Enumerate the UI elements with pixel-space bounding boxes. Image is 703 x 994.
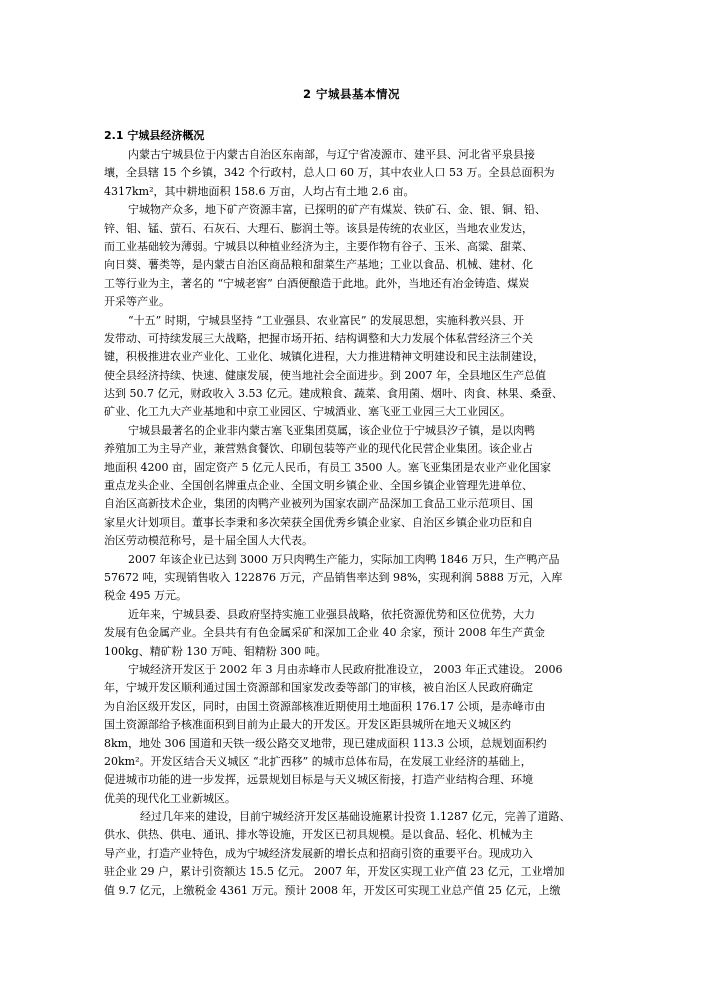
text-line: 自治区高新技术企业，集团的肉鸭产业被列为国家农副产品深加工食品工业示范项目、国 [104, 497, 533, 511]
text-line: “十五” 时期，宁城县坚持 “工业强县、农业富民” 的发展思想，实施科教兴县、开 [128, 313, 524, 327]
text-line: 税金 495 万元。 [104, 589, 187, 603]
text-line: 工等行业为主，著名的 “宁城老窖” 白酒便酿造于此地。此外，当地还有冶金铸造、煤炭 [104, 276, 530, 290]
text-line: 近年来，宁城县委、县政府坚持实施工业强县战略，依托资源优势和区位优势，大力 [128, 607, 535, 621]
paragraph [104, 606, 600, 661]
text-line: 养殖加工为主导产业，兼营熟食餐饮、印刷包装等产业的现代化民营企业集团。该企业占 [104, 442, 533, 456]
text-line: 57672 吨，实现销售收入 122876 万元，产品销售率达到 98%，实现利润 5888 万元，入库 [104, 570, 563, 584]
text-line: 国土资源部给予核准面积到目前为止最大的开发区。开发区距县城所在地天义城区约 [104, 718, 511, 732]
text-line: 20km²。开发区结合天义城区 “北扩西移” 的城市总体布局，在发展工业经济的基础上， [104, 754, 532, 768]
text-line: 经过几年来的建设，目前宁城经济开发区基础设施累计投资 1.1287 亿元，完善了道路、 [140, 810, 571, 824]
text-line: 宁城经济开发区于 2002 年 3 月由赤峰市人民政府批准设立， 2003 年正式建设。 2006 [128, 662, 563, 676]
text-line: 壤，全县辖 15 个乡镇，342 个行政村，总人口 60 万，其中农业人口 53 万。全县总面积为 [104, 166, 555, 180]
text-line: 而工业基础较为薄弱。宁城县以种植业经济为主，主要作物有谷子、玉米、高粱、甜菜、 [104, 239, 533, 253]
text-line: 2007 年该企业已达到 3000 万只肉鸭生产能力，实际加工肉鸭 1846 万只，生产鸭产品 [128, 552, 560, 566]
text-line: 促进城市功能的进一步发挥，远景规划目标是与天义城区衔接，打造产业结构合理、环境 [104, 773, 533, 787]
text-line: 向日葵、薯类等，是内蒙古自治区商品粮和甜菜生产基地；工业以食品、机械、建材、化 [104, 258, 533, 272]
text-line: 重点龙头企业、全国创名牌重点企业、全国文明乡镇企业、全国乡镇企业管理先进单位、 [104, 479, 533, 493]
text-line: 键，积极推进农业产业化、工业化、城镇化进程，大力推进精神文明建设和民主法制建设， [104, 350, 544, 364]
paragraph [104, 201, 600, 311]
text-line: 家星火计划项目。董事长李秉和多次荣获全国优秀乡镇企业家、自治区乡镇企业功臣和自 [104, 515, 533, 529]
text-line: 发带动、可持续发展三大战略，把握市场开拓、结构调整和大力发展个体私营经济三个关 [104, 331, 533, 345]
text-line: 100kg、精矿粉 130 万吨、钼精粉 300 吨。 [104, 644, 327, 658]
paragraph [104, 422, 600, 551]
paragraph [104, 808, 600, 900]
text-line: 驻企业 29 户，累计引资额达 15.5 亿元。 2007 年，开发区实现工业产值 23 亿元，工业增加 [104, 865, 565, 879]
text-line: 8km，地处 306 国道和天铁一级公路交叉地带，现已建成面积 113.3 公顷，总规划面积约 [104, 736, 547, 750]
text-line: 年，宁城开发区顺利通过国土资源部和国家发改委等部门的审核，被自治区人民政府确定 [104, 681, 533, 695]
text-line: 使全县经济持续、快速、健康发展，使当地社会全面进步。到 2007 年，全县地区生产总值 [104, 368, 546, 382]
text-line: 供水、供热、供电、通讯、排水等设施，开发区已初具规模。是以食品、轻化、机械为主 [104, 828, 533, 842]
paragraph [104, 312, 600, 422]
section-title: 2.1 宁城县经济概况 [104, 129, 205, 142]
text-line: 优美的现代化工业新城区。 [104, 791, 236, 805]
text-line: 开采等产业。 [104, 295, 170, 309]
text-line: 矿业、化工九大产业基地和中京工业园区、宁城酒业、塞飞亚工业园三大工业园区。 [104, 405, 511, 419]
chapter-title: 2 宁城县基本情况 [302, 87, 400, 101]
text-line: 达到 50.7 亿元，财政收入 3.53 亿元。建成粮食、蔬菜、食用菌、烟叶、肉食、林果、桑蚕、 [104, 387, 563, 401]
text-line: 值 9.7 亿元，上缴税金 4361 万元。预计 2008 年，开发区可实现工业总产值 25 亿元，上缴 [104, 883, 561, 897]
document-body [104, 146, 600, 900]
text-line: 宁城物产众多，地下矿产资源丰富，已探明的矿产有煤炭、铁矿石、金、银、铜、铅、 [128, 203, 546, 217]
text-line: 4317km²，其中耕地面积 158.6 万亩，人均占有土地 2.6 亩。 [104, 184, 415, 198]
text-line: 地面积 4200 亩，固定资产 5 亿元人民币，有员工 3500 人。塞飞亚集团是农业产业化国家 [104, 460, 551, 474]
paragraph [104, 551, 600, 606]
text-line: 锌、钼、锰、萤石、石灰石、大理石、膨润土等。该县是传统的农业区，当地农业发达， [104, 221, 533, 235]
text-line: 发展有色金属产业。全县共有有色金属采矿和深加工企业 40 余家，预计 2008 年生产黄金 [104, 626, 545, 640]
text-line: 治区劳动模范称号，是十届全国人大代表。 [104, 534, 313, 548]
text-line: 导产业，打造产业特色，成为宁城经济发展新的增长点和招商引资的重要平台。现成功入 [104, 846, 533, 860]
paragraph [104, 146, 600, 201]
text-line: 内蒙古宁城县位于内蒙古自治区东南部，与辽宁省凌源市、建平县、河北省平泉县接 [128, 148, 535, 161]
paragraph [104, 661, 600, 808]
text-line: 宁城县最著名的企业非内蒙古塞飞亚集团莫属，该企业位于宁城县汐子镇，是以肉鸭 [128, 423, 535, 437]
text-line: 为自治区级开发区，同时，由国土资源部核准近期使用土地面积 176.17 公顷，是赤峰市由 [104, 699, 546, 713]
